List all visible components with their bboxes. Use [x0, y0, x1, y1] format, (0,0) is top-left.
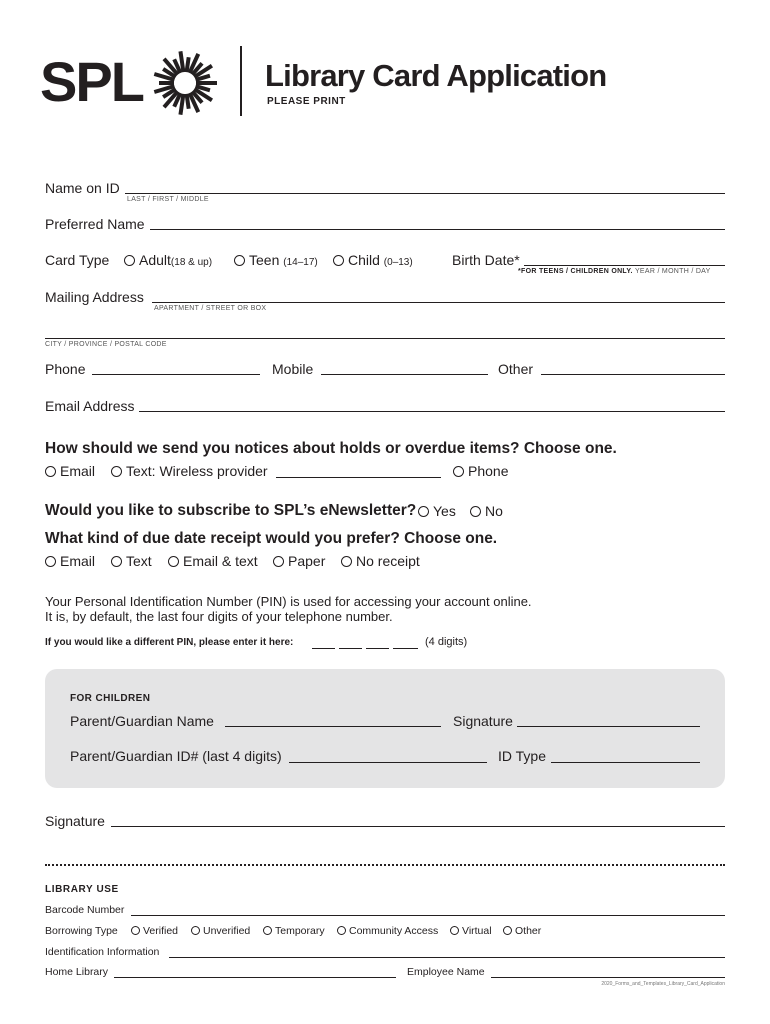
receipt-email-text-radio[interactable]: Email & text — [168, 553, 258, 569]
radio-icon — [453, 466, 464, 477]
sunburst-ray — [187, 94, 189, 109]
radio-icon — [191, 926, 200, 935]
newsletter-yes-radio[interactable]: Yes — [418, 503, 456, 519]
identification-field[interactable] — [169, 957, 725, 958]
radio-icon — [450, 926, 459, 935]
children-heading: FOR CHILDREN — [70, 693, 151, 704]
pin-digit-3[interactable] — [366, 648, 389, 649]
apt-hint: APARTMENT / STREET OR BOX — [154, 305, 267, 312]
radio-icon — [45, 466, 56, 477]
guardian-id-field[interactable] — [289, 762, 487, 763]
mobile-field[interactable] — [321, 374, 488, 375]
mailing-address-label: Mailing Address — [45, 289, 144, 305]
notices-question: How should we send you notices about holds or overdue items? Choose one. — [45, 440, 617, 457]
pin-line-2: It is, by default, the last four digits of your telephone number. — [45, 609, 393, 624]
logo-text: SPL — [40, 50, 143, 113]
preferred-name-field[interactable] — [150, 229, 725, 230]
employee-name-field[interactable] — [491, 977, 725, 978]
radio-icon — [341, 556, 352, 567]
sunburst-icon — [152, 50, 218, 116]
borrowing-community-radio[interactable]: Community Access — [337, 925, 438, 937]
card-type-child-radio[interactable]: Child (0–13) — [333, 252, 413, 268]
sunburst-ray — [180, 94, 183, 115]
page-subtitle: PLEASE PRINT — [267, 96, 346, 107]
radio-icon — [273, 556, 284, 567]
id-type-label: ID Type — [498, 748, 546, 764]
name-hint: LAST / FIRST / MIDDLE — [127, 196, 209, 203]
home-library-label: Home Library — [45, 966, 109, 978]
radio-icon — [124, 255, 135, 266]
home-library-field[interactable] — [114, 977, 396, 978]
notice-text-radio[interactable]: Text: Wireless provider — [111, 463, 268, 479]
receipt-text-radio[interactable]: Text — [111, 553, 152, 569]
receipt-none-radio[interactable]: No receipt — [341, 553, 420, 569]
borrowing-verified-radio[interactable]: Verified — [131, 925, 178, 937]
birth-date-label: Birth Date* — [452, 252, 520, 268]
guardian-name-field[interactable] — [225, 726, 441, 727]
library-use-heading: LIBRARY USE — [45, 884, 119, 895]
pin-line-1: Your Personal Identification Number (PIN) is used for accessing your account online. — [45, 594, 532, 609]
phone-field[interactable] — [92, 374, 260, 375]
phone-label: Phone — [45, 361, 86, 377]
card-type-adult-radio[interactable]: Adult(18 & up) — [124, 252, 212, 268]
borrowing-other-radio[interactable]: Other — [503, 925, 541, 937]
header-divider — [240, 46, 242, 116]
sunburst-ray — [180, 51, 183, 72]
name-on-id-label: Name on ID — [45, 180, 120, 196]
pin-digit-2[interactable] — [339, 648, 362, 649]
email-label: Email Address — [45, 398, 135, 414]
name-on-id-field[interactable] — [125, 193, 725, 194]
id-type-field[interactable] — [551, 762, 700, 763]
radio-icon — [111, 466, 122, 477]
radio-icon — [418, 506, 429, 517]
radio-icon — [111, 556, 122, 567]
birth-date-hint: *FOR TEENS / CHILDREN ONLY. YEAR / MONTH / DAY — [518, 268, 711, 275]
mobile-label: Mobile — [272, 361, 314, 377]
signature-label: Signature — [45, 813, 105, 829]
guardian-id-label: Parent/Guardian ID# (last 4 digits) — [70, 748, 282, 764]
other-label: Other — [498, 361, 534, 377]
city-hint: CITY / PROVINCE / POSTAL CODE — [45, 341, 167, 348]
email-field[interactable] — [139, 411, 725, 412]
radio-icon — [333, 255, 344, 266]
radio-icon — [337, 926, 346, 935]
guardian-signature-label: Signature — [453, 713, 513, 729]
pin-prompt: If you would like a different PIN, please enter it here: — [45, 637, 294, 648]
receipt-question: What kind of due date receipt would you prefer? Choose one. — [45, 530, 498, 547]
pin-digit-4[interactable] — [393, 648, 418, 649]
signature-field[interactable] — [111, 826, 725, 827]
receipt-email-radio[interactable]: Email — [45, 553, 95, 569]
employee-name-label: Employee Name — [407, 966, 485, 978]
notice-phone-radio[interactable]: Phone — [453, 463, 508, 479]
radio-icon — [168, 556, 179, 567]
radio-icon — [234, 255, 245, 266]
city-field[interactable] — [45, 338, 725, 339]
newsletter-question: Would you like to subscribe to SPL’s eNewsletter? — [45, 502, 417, 519]
barcode-field[interactable] — [131, 915, 725, 916]
barcode-label: Barcode Number — [45, 904, 125, 916]
birth-date-field[interactable] — [524, 265, 725, 266]
pin-digits-note: (4 digits) — [425, 636, 468, 648]
notice-email-radio[interactable]: Email — [45, 463, 95, 479]
card-type-label: Card Type — [45, 252, 110, 268]
page-title: Library Card Application — [265, 58, 607, 93]
identification-label: Identification Information — [45, 946, 160, 958]
radio-icon — [470, 506, 481, 517]
mailing-address-field[interactable] — [152, 302, 725, 303]
wireless-provider-field[interactable] — [276, 477, 441, 478]
receipt-paper-radio[interactable]: Paper — [273, 553, 325, 569]
newsletter-no-radio[interactable]: No — [470, 503, 503, 519]
radio-icon — [263, 926, 272, 935]
footer-code: 2020_Forms_and_Templates_Library_Card_Application — [601, 981, 725, 987]
preferred-name-label: Preferred Name — [45, 216, 145, 232]
logo — [40, 50, 220, 120]
pin-digit-1[interactable] — [312, 648, 335, 649]
radio-icon — [131, 926, 140, 935]
radio-icon — [45, 556, 56, 567]
borrowing-virtual-radio[interactable]: Virtual — [450, 925, 492, 937]
borrowing-temporary-radio[interactable]: Temporary — [263, 925, 325, 937]
borrowing-unverified-radio[interactable]: Unverified — [191, 925, 250, 937]
dotted-divider — [45, 864, 725, 866]
sunburst-ray — [187, 57, 189, 72]
radio-icon — [503, 926, 512, 935]
guardian-name-label: Parent/Guardian Name — [70, 713, 214, 729]
card-type-teen-radio[interactable]: Teen (14–17) — [234, 252, 318, 268]
guardian-signature-field[interactable] — [517, 726, 700, 727]
other-field[interactable] — [541, 374, 725, 375]
borrowing-type-label: Borrowing Type — [45, 925, 118, 937]
